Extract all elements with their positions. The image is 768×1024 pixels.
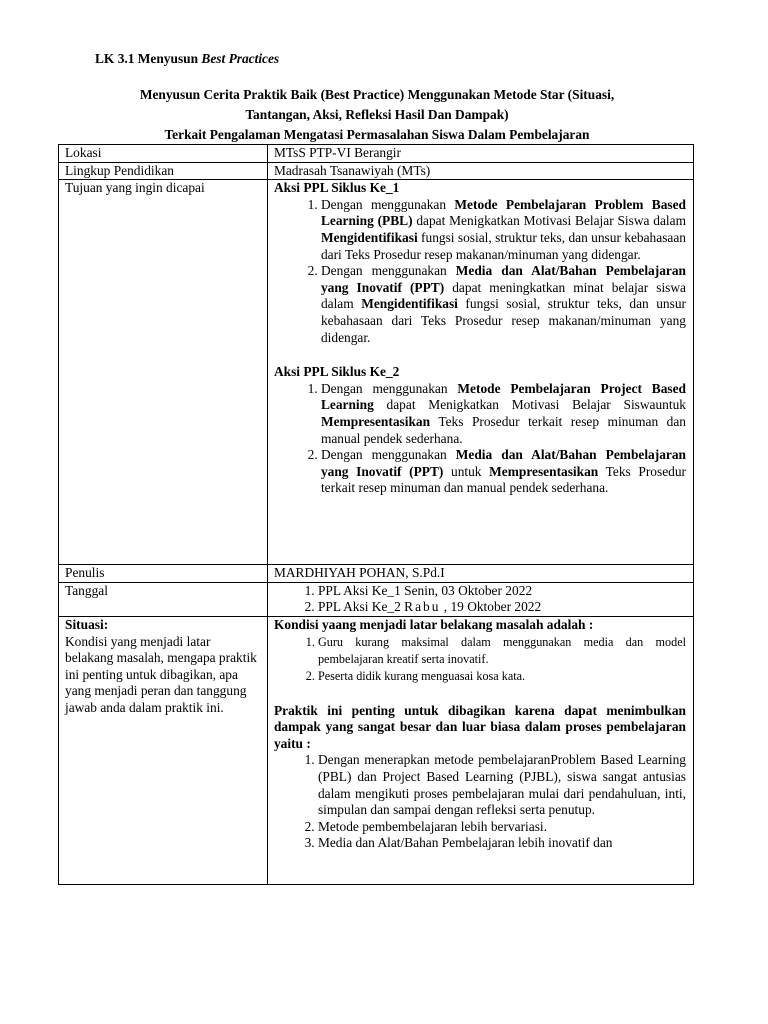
situasi-label-title: Situasi: — [65, 616, 109, 632]
situasi-content — [267, 616, 693, 884]
praktik-item-1: 1. Dengan menerapkan metode pembelajaranProblem Based Learning (PBL) dan Project Based Learning (PJBL), siswa sangat antusias dalam mengikuti proses pembelajaran mulai dari pendahuluan, inti, simpulan dan sampai dengan refleksi serta penutup. — [318, 752, 686, 818]
title-line-2: Tantangan, Aksi, Refleksi Hasil Dan Dampak) — [245, 107, 509, 122]
row-penulis — [59, 565, 694, 583]
kondisi-item-2: 2. Peserta didik kurang menguasai kosa kata. — [318, 668, 686, 685]
siklus2-item-2: 2. Dengan menggunakan Media dan Alat/Bahan Pembelajaran yang Inovatif (PPT) untuk Mempresentasikan Teks Prosedur terkait resep minuman dan manual pendek sederhana. — [321, 447, 686, 497]
lokasi-label: Lokasi — [59, 145, 268, 163]
kondisi-list — [274, 634, 686, 685]
siklus1-heading: Aksi PPL Siklus Ke_1 — [273, 180, 400, 196]
siklus2-item-1: 1. Dengan menggunakan Metode Pembelajaran Project Based Learning dapat Menigkatkan Motivasi Belajar Siswauntuk Mempresentasikan Teks Prosedur terkait resep minuman dan manual pendek sederhana. — [321, 381, 686, 447]
best-practice-table — [58, 144, 694, 885]
tanggal-content — [267, 582, 693, 616]
praktik-list — [274, 752, 686, 852]
praktik-item-3: 3. Media dan Alat/Bahan Pembelajaran lebih inovatif dan — [318, 835, 686, 852]
siklus2-list — [274, 381, 686, 497]
row-lingkup — [59, 162, 694, 180]
tanggal-item-1: 1. PPL Aksi Ke_1 Senin, 03 Oktober 2022 — [318, 583, 686, 600]
row-situasi — [59, 616, 694, 884]
lokasi-value: MTsS PTP-VI Berangir — [267, 145, 693, 163]
row-tanggal — [59, 582, 694, 616]
siklus2-heading: Aksi PPL Siklus Ke_2 — [273, 364, 400, 380]
tujuan-content — [267, 180, 693, 565]
document-title — [60, 85, 694, 145]
kondisi-item-1: 1. Guru kurang maksimal dalam menggunakan media dan model pembelajaran kreatif serta inovatif. — [318, 634, 686, 668]
lingkup-label: Lingkup Pendidikan — [59, 162, 268, 180]
situasi-label-text: Kondisi yang menjadi latar belakang masalah, mengapa praktik ini penting untuk dibagikan, apa yang menjadi peran dan tanggung jawab anda dalam praktik ini. — [65, 633, 257, 715]
situasi-label — [59, 616, 268, 884]
siklus1-item-1: 1. Dengan menggunakan Metode Pembelajaran Problem Based Learning (PBL) dapat Menigkatkan Motivasi Belajar Siswa dalam Mengidentifikasi fungsi sosial, struktur teks, dan unsur kebahasaan dari Teks Prosedur resep makanan/minuman yang didengar. — [321, 197, 686, 263]
penulis-value: MARDHIYAH POHAN, S.Pd.I — [267, 565, 693, 583]
title-line-1: Menyusun Cerita Praktik Baik (Best Practice) Menggunakan Metode Star (Situasi, — [139, 87, 615, 102]
tujuan-label: Tujuan yang ingin dicapai — [59, 180, 268, 565]
worksheet-label — [95, 51, 279, 68]
praktik-heading: Praktik ini penting untuk dibagikan karena dapat menimbulkan dampak yang sangat besar dan luar biasa dalam proses pembelajaran yaitu : — [273, 702, 686, 751]
kondisi-heading: Kondisi yaang menjadi latar belakang masalah adalah : — [273, 616, 594, 632]
title-line-3: Terkait Pengalaman Mengatasi Permasalahan Siswa Dalam Pembelajaran — [164, 127, 590, 142]
praktik-item-2: 2. Metode pembembelajaran lebih bervariasi. — [318, 819, 686, 836]
tanggal-item-2: 2. PPL Aksi Ke_2 Rabu , 19 Oktober 2022 — [318, 599, 686, 616]
worksheet-label-prefix: LK 3.1 Menyusun — [95, 51, 199, 66]
siklus1-list — [274, 197, 686, 346]
row-lokasi — [59, 145, 694, 163]
tanggal-list — [274, 583, 686, 616]
lingkup-value: Madrasah Tsanawiyah (MTs) — [267, 162, 693, 180]
penulis-label: Penulis — [59, 565, 268, 583]
worksheet-label-italic: Best Practices — [201, 51, 280, 66]
siklus1-item-2: 2. Dengan menggunakan Media dan Alat/Bahan Pembelajaran yang Inovatif (PPT) dapat meningkatkan minat belajar siswa dalam Mengidentifikasi fungsi sosial, struktur teks, dan unsur kebahasaan dari Teks Prosedur resep makanan/minuman yang didengar. — [321, 263, 686, 346]
row-tujuan — [59, 180, 694, 565]
tanggal-label: Tanggal — [59, 582, 268, 616]
